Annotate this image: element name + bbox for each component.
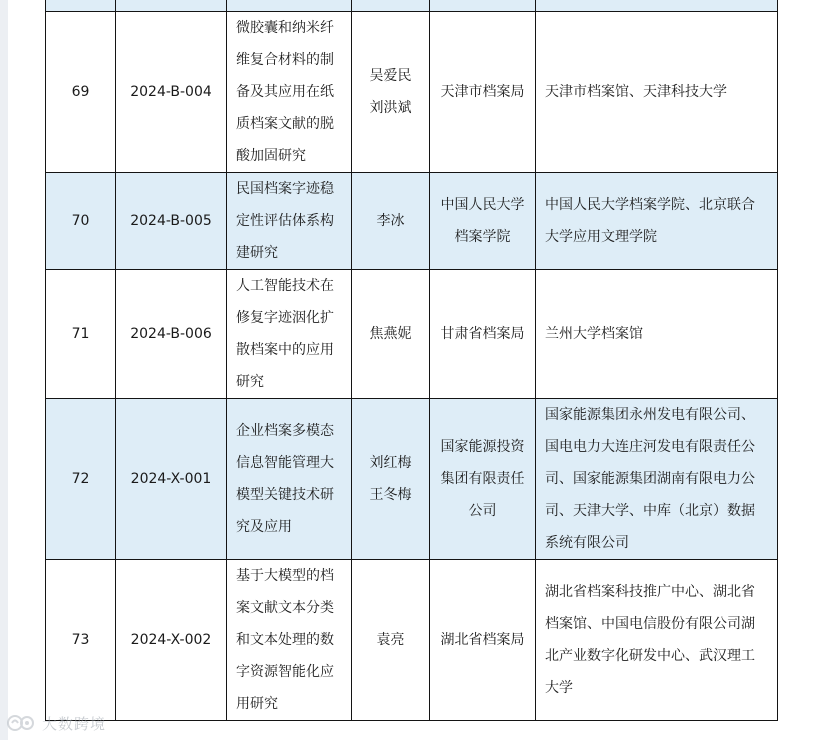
page-left-rail xyxy=(0,0,8,740)
cell-project-title: 人工智能技术在修复字迹洇化扩散档案中的应用研究 xyxy=(227,270,352,399)
cell-undertaking-unit: 中国人民大学档案学院 xyxy=(430,173,536,270)
cell-project-title: 民国档案字迹稳定性评估体系构建研究 xyxy=(227,173,352,270)
cell-project-code: 2024-B-005 xyxy=(116,173,227,270)
cell-undertaking-unit: 天津市档案局 xyxy=(430,12,536,173)
cell-cooperating-units: 兰州大学档案馆 xyxy=(536,270,778,399)
cell-project-code: 2024-B-006 xyxy=(116,270,227,399)
cell-cooperating-units xyxy=(536,0,778,12)
cell-project-leader: 袁亮 xyxy=(352,560,430,721)
cell-cooperating-units: 中国人民大学档案学院、北京联合大学应用文理学院 xyxy=(536,173,778,270)
cell-index: 70 xyxy=(46,173,116,270)
table-row xyxy=(46,0,778,12)
watermark xyxy=(6,712,106,734)
cell-project-title: 企业档案多模态信息智能管理大模型关键技术研究及应用 xyxy=(227,399,352,560)
cell-project-title: 微胶囊和纳米纤维复合材料的制备及其应用在纸质档案文献的脱酸加固研究 xyxy=(227,12,352,173)
cell-cooperating-units: 湖北省档案科技推广中心、湖北省档案馆、中国电信股份有限公司湖北产业数字化研发中心、武汉理工大学 xyxy=(536,560,778,721)
table-row xyxy=(46,399,778,560)
cell-cooperating-units: 国家能源集团永州发电有限公司、国电电力大连庄河发电有限责任公司、国家能源集团湖南有限电力公司、天津大学、中库（北京）数据系统有限公司 xyxy=(536,399,778,560)
cell-project-leader: 吴爱民 刘洪斌 xyxy=(352,12,430,173)
watermark-logo-icon xyxy=(6,713,36,733)
cell-index: 73 xyxy=(46,560,116,721)
cell-index xyxy=(46,0,116,12)
table-row xyxy=(46,12,778,173)
cell-project-code: 2024-B-004 xyxy=(116,12,227,173)
cell-project-code: 2024-X-002 xyxy=(116,560,227,721)
table-row xyxy=(46,270,778,399)
cell-index: 72 xyxy=(46,399,116,560)
cell-undertaking-unit: 湖北省档案局 xyxy=(430,560,536,721)
cell-project-title: 基于大模型的档案文献文本分类和文本处理的数字资源智能化应用研究 xyxy=(227,560,352,721)
cell-index: 69 xyxy=(46,12,116,173)
project-table xyxy=(45,0,778,721)
cell-project-leader: 刘红梅 王冬梅 xyxy=(352,399,430,560)
watermark-text: 大数跨境 xyxy=(42,714,107,733)
table-row xyxy=(46,173,778,270)
cell-undertaking-unit: 国家能源投资集团有限责任公司 xyxy=(430,399,536,560)
project-table-body xyxy=(46,0,778,721)
table-row xyxy=(46,560,778,721)
cell-undertaking-unit: 甘肃省档案局 xyxy=(430,270,536,399)
cell-project-code xyxy=(116,0,227,12)
cell-project-leader: 焦燕妮 xyxy=(352,270,430,399)
cell-undertaking-unit xyxy=(430,0,536,12)
cell-project-leader xyxy=(352,0,430,12)
cell-project-code: 2024-X-001 xyxy=(116,399,227,560)
cell-project-title xyxy=(227,0,352,12)
cell-cooperating-units: 天津市档案馆、天津科技大学 xyxy=(536,12,778,173)
cell-project-leader: 李冰 xyxy=(352,173,430,270)
cell-index: 71 xyxy=(46,270,116,399)
